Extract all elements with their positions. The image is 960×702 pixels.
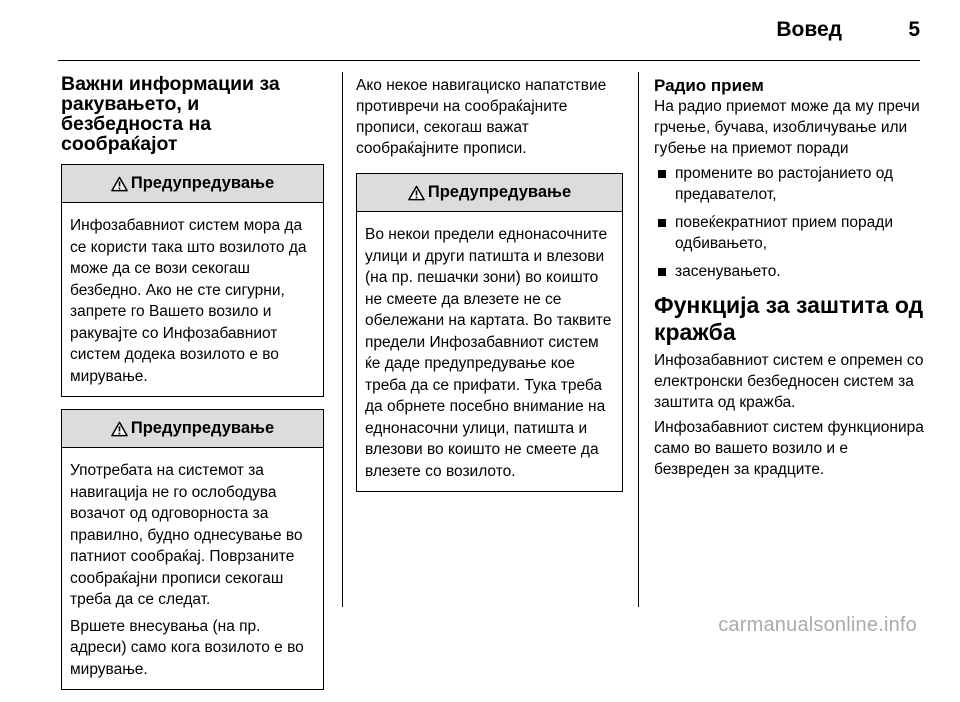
column-right [654, 72, 924, 480]
warning-header [62, 410, 323, 448]
list-item: засенувањето. [654, 261, 924, 282]
warning-icon [111, 176, 128, 192]
theft-paragraph: Инфозабавниот систем е опремен со електронски безбедносен систем за заштита од кражба. [654, 352, 924, 411]
warning-text: Инфозабавниот систем мора да се користи така што возилото да може да се вози секогаш безбедно. Ако не сте сигурни, запрете го Вашето возило и ракувајте со Инфозабавниот систем додека возилото е во мирување. [70, 217, 307, 385]
navigation-note: Ако некое навигациско напатствие противречи на сообраќајните прописи, секогаш важат сообраќајните прописи. [356, 77, 607, 157]
warning-body [357, 212, 622, 491]
warning-icon [408, 185, 425, 201]
header-rule [58, 60, 920, 61]
column-divider [638, 72, 639, 607]
page-number: 5 [908, 18, 920, 41]
list-item: промените во растојанието од предавателот, [654, 163, 924, 205]
warning-body [62, 448, 323, 689]
list-item: повеќекратниот прием поради одбивањето, [654, 212, 924, 254]
warning-header [62, 165, 323, 203]
warning-box [61, 409, 324, 690]
section-heading-safety: Важни информации за ракувањето, и безбедноста на сообраќајот [61, 73, 280, 155]
chapter-title: Вовед [776, 18, 842, 41]
bullet-icon [658, 219, 666, 227]
column-left [61, 72, 324, 702]
warning-text: Вршете внесувања (на пр. адреси) само кога возилото е во мирување. [70, 617, 304, 678]
warning-box [356, 173, 623, 492]
column-divider [342, 72, 343, 607]
warning-text: Употребата на системот за навигација не го ослободува возачот од одговорноста за правилно, будно однесување во патниот сообраќај. Поврзаните сообраќајни прописи секогаш треба да се следат. [70, 462, 303, 608]
bullet-icon [658, 268, 666, 276]
radio-intro: На радио приемот може да му пречи грчење, бучава, изобличување или губење на приемот поради [654, 98, 920, 157]
watermark-text: carmanualsonline.info [718, 614, 917, 636]
page-header [0, 0, 960, 60]
section-heading-radio: Радио прием [654, 76, 764, 95]
warning-body [62, 203, 323, 396]
theft-paragraph: Инфозабавниот систем функционира само во вашето возило и е безвреден за крадците. [654, 419, 924, 478]
bullet-icon [658, 170, 666, 178]
warning-label: Предупредување [130, 419, 275, 437]
interference-list [654, 163, 924, 282]
warning-label: Предупредување [427, 183, 572, 201]
warning-label: Предупредување [130, 174, 275, 192]
warning-box [61, 164, 324, 397]
warning-text: Во некои предели еднонасочните улици и други патишта и влезови (на пр. пешачки зони) во коишто не смеете да влезете не се обележани на картата. Во таквите предели Инфозабавниот систем ќе даде предупредување кое треба да се прифати. Тука треба да обрнете посебно внимание на еднонасочни улици, патишта и влезови во коишто не смеете да влезете со возилото. [365, 226, 612, 480]
column-middle [356, 72, 623, 504]
warning-header [357, 174, 622, 212]
warning-icon [111, 421, 128, 437]
section-heading-theft: Функција за заштита од кражба [654, 292, 924, 345]
